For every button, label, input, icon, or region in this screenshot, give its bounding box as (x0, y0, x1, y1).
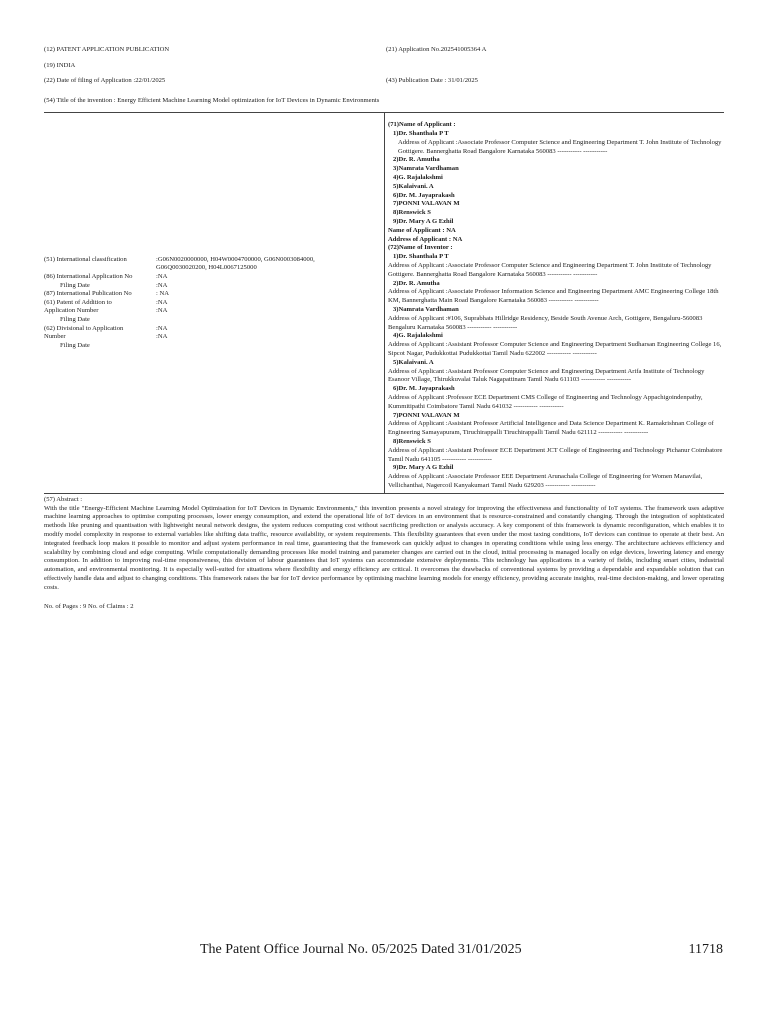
classification-label: Filing Date (60, 281, 90, 289)
classification-value: :NA (156, 281, 168, 289)
abstract-section (44, 494, 724, 593)
classification-labels (44, 256, 156, 351)
publication-type: (12) PATENT APPLICATION PUBLICATION (44, 46, 170, 53)
header-row-1 (44, 46, 724, 62)
classification-label: (61) Patent of Addition to (44, 298, 112, 306)
applicant-name: 5)Kalaivani. A (393, 182, 434, 190)
journal-reference: The Patent Office Journal No. 05/2025 Dated 31/01/2025 (200, 942, 522, 957)
inventor-address: Address of Applicant :Associate Professor Computer Science and Engineering Department T. John Institute of Technology Gottigere. Bannerghatta Road Bangalore Karnataka 560083 ----------- ----------- (388, 262, 712, 278)
applicant-name: 6)Dr. M. Jayaprakash (393, 191, 455, 199)
applicant-name: 4)G. Rajalakshmi (393, 174, 443, 182)
applicant-name-na: Name of Applicant : NA (388, 226, 456, 234)
inventor-address: Address of Applicant :Professor ECE Department CMS College of Engineering and Technology Appachigoindenpathy, Kummitipathi Coimbatore Tamil Nadu 641032 ----------- ----------- (388, 394, 703, 410)
page-number: 11718 (688, 942, 723, 957)
inventors-heading: (72)Name of Inventor : (388, 244, 453, 252)
classification-value: G06Q0030020200, H04L0067125000 (156, 264, 257, 272)
inventor-name: 3)Namrata Vardhaman (393, 306, 459, 314)
applicant-name: 9)Dr. Mary A G Ezhil (393, 218, 454, 226)
classification-label: (62) Divisional to Application (44, 324, 124, 332)
classification-label (44, 264, 156, 273)
applicant-name: 8)Renswick S (393, 209, 431, 217)
classification-label: (87) International Publication No (44, 290, 132, 298)
classification-value: :NA (156, 307, 168, 315)
invention-title: (54) Title of the invention : Energy Efficient Machine Learning Model optimization for IoT Devices in Dynamic Environments (44, 94, 724, 114)
inventor-address: Address of Applicant :Associate Professor Information Science and Engineering Department AMC Engineering College 18th KM, Bannerghatta Main Road Bangalore Karnataka 560083 ----------- ----------- (388, 288, 719, 305)
inventor-address: Address of Applicant :Assistant Professor ECE Department JCT College of Engineering and Technology Pichanur Coimbatore Tamil Nadu 641105 ----------- ----------- (388, 446, 723, 463)
classification-label: Filing Date (60, 315, 90, 323)
classification-label: (51) International classification (44, 255, 127, 263)
inventor-name: 7)PONNI VALAVAN M (393, 411, 460, 419)
inventor-address: Address of Applicant :Associate Professor EEE Department Arunachala College of Engineering for Women Manavilai, Vellichanthai, Nagercoil Kanyakumari Tamil Nadu 629203 ----------- ----------- (388, 473, 703, 489)
applicants-heading: (71)Name of Applicant : (388, 121, 456, 129)
classification-label: (86) International Application No (44, 272, 133, 280)
inventor-name: 5)Kalaivani. A (393, 358, 434, 366)
classification-block (44, 113, 385, 492)
abstract-body: With the title "Energy-Efficient Machine Learning Model Optimisation for IoT Devices in Dynamic Environments," this invention presents a novel strategy for improving the effectiveness and functionality of IoT systems. The framework uses adaptive machine learning approaches to optimise computing processes, lower energy consumption, and extend the operational life of IoT devices in an environment that is resource-constrained and constantly changing. Through the integration of sophisticated methods like pruning and quantisation with lightweight neural network designs, the system reduces computing cost without sacrificing prediction or analysis accuracy. A key component of this framework is dynamic reconfiguration, which enables it to modify model complexity in response to external variables like shifting data traffic, resource availability, or system requirements. This flexibility guarantees that even under the most taxing conditions, IoT devices can continue to operate at their best. An integrated feedback loop makes it possible to monitor and adjust system performance in real time, guaranteeing that the framework can quickly adjust to changes in operating conditions while using less energy. The architecture achieves efficiency and scalability by combining cloud and edge computing. While computationally demanding processes like model training and parameter changes are carried out in the cloud, initial processing is managed locally on edge devices, lowering latency and energy consumption. In addition to improving real-time responsiveness, this division of labour guarantees that IoT systems can accommodate extensive deployments. This technology has applications in a variety of fields, including smart cities, industrial automation, and environmental monitoring. It is especially well-suited for situations where flexibility and energy efficiency are critical. It overcomes the drawbacks of conventional systems by providing a dependable and expandable solution that can effectively handle data and adjust to changing conditions. This framework raises the bar for IoT device performance by optimising machine learning models for energy efficiency, providing accurate insights, real-time decision-making, and lower operating costs. (44, 504, 724, 591)
details-table (44, 113, 724, 493)
classification-label: Application Number (44, 307, 99, 315)
inventor-address: Address of Applicant :#106, Suprabhats Hillridge Residency, Beside South Avenue Arch, Gottigere, Bengaluru-560083 Bengaluru Karnataka 560083 ----------- ----------- (388, 314, 703, 331)
application-number: (21) Application No.202541005364 A (386, 46, 487, 53)
classification-value: :G06N0020000000, H04W0004700000, G06N0003084000, (156, 255, 315, 263)
applicant-name: 3)Namrata Vardhaman (393, 165, 459, 173)
inventor-list (388, 253, 724, 491)
applicant-address-na: Address of Applicant : NA (388, 235, 463, 243)
classification-value: :NA (156, 298, 168, 306)
inventor-name: 4)G. Rajalakshmi (393, 332, 443, 340)
header-row-3 (44, 77, 724, 93)
filing-date: (22) Date of filing of Application :22/01/2025 (44, 77, 166, 84)
applicant-first-address: Address of Applicant :Associate Professor Computer Science and Engineering Department T. John Institute of Technology Gottigere. Bannerghatta Road Bangalore Karnataka 560083 ----------- ----------- (398, 138, 722, 155)
classification-value (156, 316, 384, 325)
classification-value (156, 342, 384, 351)
classification-label: Number (44, 333, 66, 341)
applicant-names (388, 156, 724, 226)
inventor-name: 2)Dr. R. Amutha (393, 279, 440, 287)
classification-value: :NA (156, 324, 168, 332)
classification-value: :NA (156, 333, 168, 341)
patent-record (44, 46, 724, 611)
applicants-inventors-block (385, 113, 724, 492)
applicant-name: 2)Dr. R. Amutha (393, 156, 440, 164)
classification-value: :NA (156, 272, 168, 280)
applicant-first-name: 1)Dr. Shanthala P T (393, 130, 449, 138)
inventor-address: Address of Applicant :Assistant Professor Artificial Intelligence and Data Science Department K. Ramakrishnan College of Engineering Samayapuram, Tiruchirappalli Tiruchirappalli Tamil Nadu 621112 ----------- ----------- (388, 420, 714, 437)
publication-date: (43) Publication Date : 31/01/2025 (386, 77, 478, 84)
country: (19) INDIA (44, 61, 76, 69)
inventor-address: Address of Applicant :Assistant Professor Computer Science and Engineering Department Sudharsan Engineering College 16, Sipcot Nagar, Pudukkottai Pudukkottai Tamil Nadu 622002 ----------- ----------- (388, 341, 722, 358)
applicant-name: 7)PONNI VALAVAN M (393, 200, 460, 208)
classification-label: Filing Date (60, 341, 90, 349)
page-footer (200, 942, 723, 958)
inventor-name: 8)Renswick S (393, 437, 431, 445)
inventor-name: 9)Dr. Mary A G Ezhil (393, 464, 454, 472)
inventor-name: 1)Dr. Shanthala P T (393, 253, 449, 261)
header-row-2 (44, 62, 724, 78)
inventor-address: Address of Applicant :Assistant Professor Computer Science and Engineering Department Arifa Institute of Technology Esanoor Village, Thirukkuvalai Taluk Nagapattinam Tamil Nadu 611103 ----------- ----------- (388, 367, 705, 384)
abstract-heading: (57) Abstract : (44, 495, 83, 503)
inventor-name: 6)Dr. M. Jayaprakash (393, 385, 455, 393)
pages-claims: No. of Pages : 9 No. of Claims : 2 (44, 602, 134, 610)
classification-values (156, 256, 384, 351)
classification-value: : NA (156, 290, 170, 298)
